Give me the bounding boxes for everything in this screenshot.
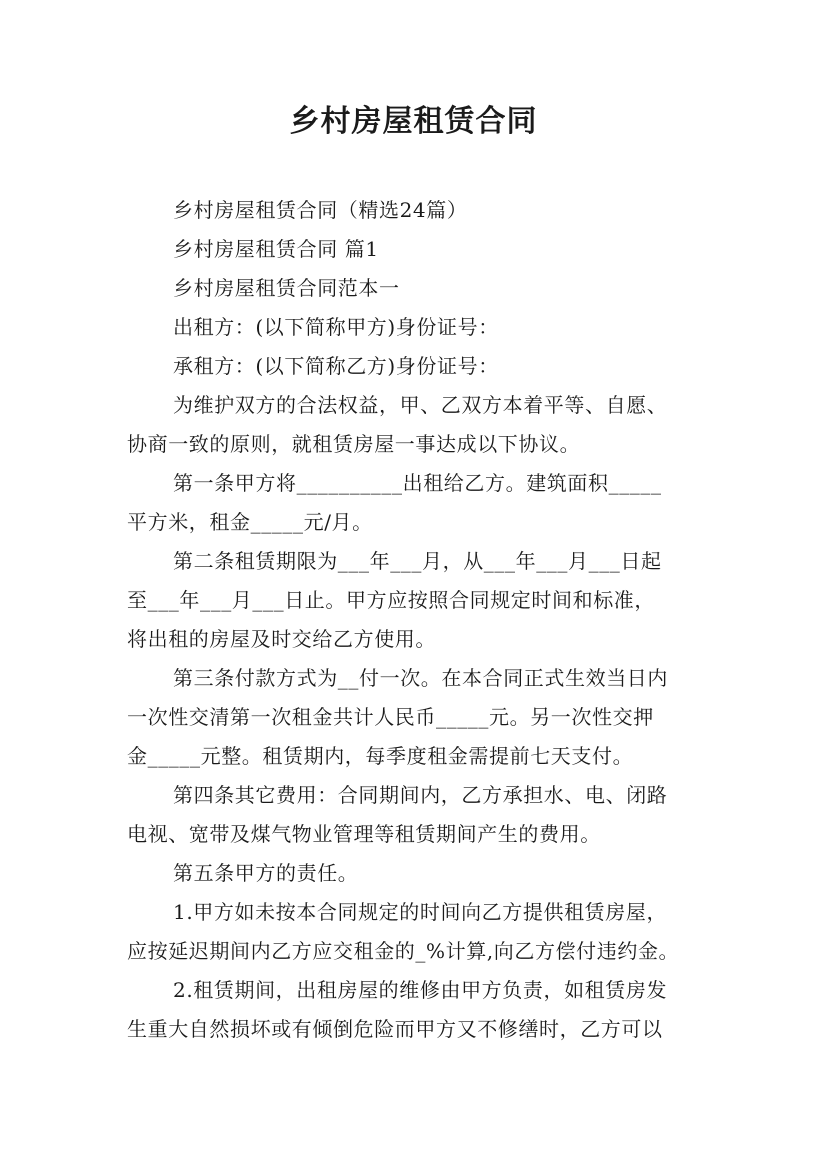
document-body: [127, 191, 707, 1049]
document-line: 将出租的房屋及时交给乙方使用。: [127, 627, 436, 651]
document-line: 平方米，租金_____元/月。: [127, 510, 373, 534]
document-line: 一次性交清第一次租金共计人民币_____元。另一次性交押: [127, 705, 654, 729]
document-line: 乡村房屋租赁合同 篇1: [173, 237, 379, 261]
document-line: 乡村房屋租赁合同范本一: [173, 276, 400, 300]
document-line: 第二条租赁期限为___年___月，从___年___月___日起: [173, 549, 662, 573]
document-line: 生重大自然损坏或有倾倒危险而甲方又不修缮时，乙方可以: [127, 1017, 663, 1041]
document-line: 第四条其它费用：合同期间内，乙方承担水、电、闭路: [173, 783, 668, 807]
document-line: 第一条甲方将__________出租给乙方。建筑面积_____: [173, 471, 662, 495]
document-line: 金_____元整。租赁期内，每季度租金需提前七天支付。: [127, 744, 634, 768]
document-line: 第三条付款方式为__付一次。在本合同正式生效当日内: [173, 666, 668, 690]
document-line: 协商一致的原则，就租赁房屋一事达成以下协议。: [127, 432, 581, 456]
document-line: 承租方：(以下简称乙方)身份证号：: [173, 354, 499, 378]
document-line: 出租方：(以下简称甲方)身份证号：: [173, 315, 499, 339]
document-line: 应按延迟期间内乙方应交租金的_%计算,向乙方偿付违约金。: [127, 939, 680, 963]
document-line: 2.租赁期间，出租房屋的维修由甲方负责，如租赁房发: [173, 978, 668, 1002]
document-line: 电视、宽带及煤气物业管理等租赁期间产生的费用。: [127, 822, 601, 846]
document-title: 乡村房屋租赁合同: [289, 104, 538, 139]
document-line: 至___年___月___日止。甲方应按照合同规定时间和标准，: [127, 588, 655, 612]
document-line: 1.甲方如未按本合同规定的时间向乙方提供租赁房屋，: [173, 900, 668, 924]
document-line: 为维护双方的合法权益，甲、乙双方本着平等、自愿、: [173, 393, 668, 417]
document-line: 第五条甲方的责任。: [173, 861, 359, 885]
document-line: 乡村房屋租赁合同（精选24篇）: [173, 198, 468, 222]
